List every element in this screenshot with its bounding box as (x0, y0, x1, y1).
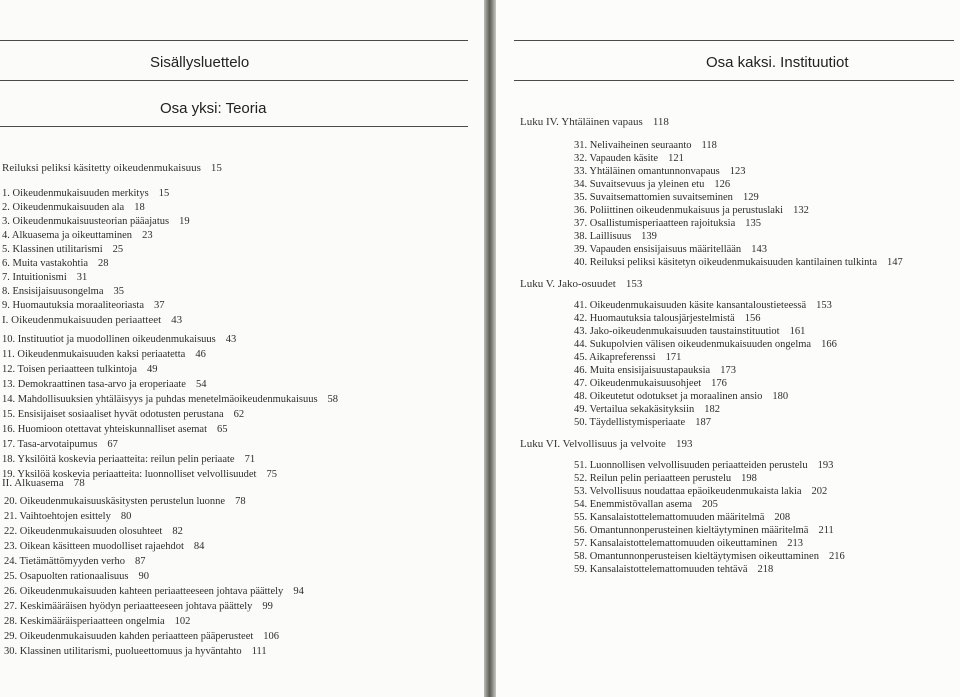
entry-title: 20. Oikeudenmukaisuuskäsitysten perustelun luonne (4, 496, 226, 507)
right-top-rule (514, 40, 954, 41)
entry-title: 59. Kansalaistottelemattomuuden tehtävä (574, 564, 748, 575)
entry-page-number: 75 (266, 469, 277, 480)
entry-page-number: 121 (668, 153, 684, 164)
left-toc-entry (2, 394, 338, 405)
entry-page-number: 187 (695, 417, 711, 428)
entry-title: 7. Intuitionismi (2, 272, 67, 283)
entry-page-number: 87 (135, 556, 146, 567)
entry-title: 37. Osallistumisperiaatteen rajoituksia (574, 218, 736, 229)
right-toc-entry (574, 352, 681, 363)
left-toc-entry (2, 286, 124, 297)
entry-page-number: 62 (233, 409, 245, 420)
entry-title: 16. Huomioon otettavat yhteiskunnalliset asemat (2, 424, 208, 435)
entry-title: Luku VI. Velvollisuus ja velvoite (520, 438, 666, 450)
entry-title: II. Alkuasema (2, 477, 64, 489)
entry-page-number: 46 (195, 349, 206, 360)
entry-title: 48. Oikeutetut odotukset ja moraalinen ansio (574, 391, 763, 402)
entry-page-number: 78 (235, 496, 246, 507)
entry-page-number: 82 (172, 526, 183, 537)
entry-title: 18. Yksilöitä koskevia periaatteita: reilun pelin periaate (2, 454, 235, 465)
entry-title: 57. Kansalaistottelemattomuuden oikeuttaminen (574, 538, 778, 549)
top-rule (0, 40, 468, 41)
entry-title: 23. Oikean käsitteen muodolliset rajaehdot (4, 541, 184, 552)
right-toc-entry (574, 218, 761, 229)
entry-title: 13. Demokraattinen tasa-arvo ja eroperiaate (2, 379, 186, 390)
entry-title: 28. Keskimääräisperiaatteen ongelmia (4, 616, 165, 627)
left-toc-entry (2, 477, 85, 489)
entry-page-number: 31 (76, 272, 88, 283)
right-toc-entry (574, 231, 657, 242)
left-toc-entry (2, 349, 206, 360)
entry-page-number: 216 (828, 551, 845, 562)
entry-page-number: 123 (729, 166, 746, 177)
entry-title: 27. Keskimääräisen hyödyn periaatteeseen johtava päättely (4, 601, 253, 612)
entry-title: 46. Muita ensisijaisuustapauksia (574, 365, 711, 376)
left-toc-entry (2, 258, 109, 269)
entry-title: 50. Täydellistymisperiaate (574, 417, 686, 428)
entry-title: 54. Enemmistövallan asema (574, 499, 693, 510)
entry-title: 11. Oikeudenmukaisuuden kaksi periaatetta (2, 349, 186, 360)
entry-title: I. Oikeudenmukaisuuden periaatteet (2, 314, 162, 326)
left-toc-entry (2, 409, 244, 420)
right-toc-entry (574, 551, 845, 562)
left-toc-entry (2, 244, 123, 255)
entry-title: 12. Toisen periaatteen tulkintoja (2, 364, 137, 375)
left-toc-entry (4, 541, 204, 552)
entry-page-number: 102 (174, 616, 191, 627)
right-toc-entry (574, 179, 730, 190)
title-rule (0, 80, 468, 81)
entry-page-number: 111 (251, 646, 267, 657)
part-two-title: Osa kaksi. Instituutiot (706, 54, 849, 71)
entry-page-number: 193 (675, 438, 693, 450)
right-toc-entry (574, 417, 711, 428)
entry-title: 26. Oikeudenmukaisuuden kahteen periaatteeseen johtava päättely (4, 586, 284, 597)
right-toc-entry (574, 205, 809, 216)
entry-page-number: 208 (774, 512, 791, 523)
entry-page-number: 202 (811, 486, 828, 497)
entry-title: 31. Nelivaiheinen seuraanto (574, 140, 692, 151)
right-toc-entry (574, 512, 790, 523)
entry-title: 1. Oikeudenmukaisuuden merkitys (2, 188, 149, 199)
entry-title: 4. Alkuasema ja oikeuttaminen (2, 230, 133, 241)
entry-page-number: 135 (745, 218, 762, 229)
right-toc-entry (574, 244, 767, 255)
right-toc-entry (574, 300, 832, 311)
entry-page-number: 153 (816, 300, 832, 311)
right-toc-entry (574, 525, 834, 536)
left-toc-entry (2, 334, 236, 345)
right-toc-entry (574, 538, 803, 549)
entry-page-number: 173 (720, 365, 736, 376)
entry-page-number: 99 (262, 601, 273, 612)
left-toc-entry (4, 586, 304, 597)
entry-title: 33. Yhtäläinen omantunnonvapaus (574, 166, 720, 177)
left-toc-entry (2, 439, 118, 450)
entry-title: 51. Luonnollisen velvollisuuden periaatteiden perustelu (574, 460, 808, 471)
entry-page-number: 213 (787, 538, 803, 549)
entry-title: Reiluksi peliksi käsitetty oikeudenmukaisuus (2, 162, 201, 174)
entry-title: 58. Omantunnonperusteisen kieltäytymisen oikeuttaminen (574, 551, 819, 562)
entry-title: 45. Aikapreferenssi (574, 352, 656, 363)
entry-page-number: 58 (327, 394, 339, 405)
entry-title: 52. Reilun pelin periaatteen perustelu (574, 473, 732, 484)
entry-page-number: 49 (146, 364, 158, 375)
entry-page-number: 180 (772, 391, 789, 402)
entry-page-number: 182 (704, 404, 720, 415)
entry-page-number: 211 (818, 525, 834, 536)
entry-page-number: 171 (665, 352, 682, 363)
entry-title: 19. Yksilöä koskevia periaatteita: luonnolliset velvollisuudet (2, 469, 257, 480)
entry-page-number: 18 (134, 202, 145, 213)
entry-title: 40. Reiluksi peliksi käsitetyn oikeudenmukaisuuden kantilainen tulkinta (574, 257, 877, 268)
entry-page-number: 218 (757, 564, 774, 575)
right-toc-entry (574, 339, 837, 350)
part-rule (0, 126, 468, 127)
left-toc-entry (2, 314, 182, 326)
left-toc-entry (4, 601, 273, 612)
entry-title: 36. Poliittinen oikeudenmukaisuus ja perustuslaki (574, 205, 784, 216)
entry-title: 41. Oikeudenmukaisuuden käsite kansantaloustieteessä (574, 300, 807, 311)
entry-title: 17. Tasa-arvotaipumus (2, 439, 98, 450)
entry-page-number: 15 (210, 162, 222, 174)
entry-page-number: 80 (120, 511, 132, 522)
left-toc-entry (2, 216, 190, 227)
entry-title: 34. Suvaitsevuus ja yleinen etu (574, 179, 705, 190)
entry-title: 49. Vertailua sekakäsityksiin (574, 404, 695, 415)
left-toc-entry (2, 379, 206, 390)
left-toc-entry (4, 631, 279, 642)
left-toc-entry (4, 526, 183, 537)
entry-page-number: 84 (193, 541, 205, 552)
right-toc-entry (574, 257, 903, 268)
right-toc-entry (574, 166, 745, 177)
entry-page-number: 78 (73, 477, 85, 489)
entry-title: Luku V. Jako-osuudet (520, 278, 616, 290)
left-toc-entry (4, 556, 146, 567)
entry-page-number: 143 (751, 244, 767, 255)
entry-title: 32. Vapauden käsite (574, 153, 659, 164)
entry-title: 2. Oikeudenmukaisuuden ala (2, 202, 125, 213)
right-toc-entry (574, 378, 727, 389)
right-toc-entry (574, 391, 788, 402)
entry-title: 55. Kansalaistottelemattomuuden määritelmä (574, 512, 765, 523)
entry-title: 14. Mahdollisuuksien yhtäläisyys ja puhdas menetelmäoikeudenmukaisuus (2, 394, 318, 405)
entry-title: 35. Suvaitsemattomien suvaitseminen (574, 192, 733, 203)
right-toc-entry (574, 192, 759, 203)
right-toc-entry (520, 278, 642, 290)
entry-page-number: 35 (113, 286, 124, 297)
left-toc-entry (4, 616, 190, 627)
entry-title: 29. Oikeudenmukaisuuden kahden periaatteen pääperusteet (4, 631, 254, 642)
right-toc-entry (574, 140, 717, 151)
entry-page-number: 176 (711, 378, 727, 389)
left-toc-entry (2, 272, 87, 283)
left-toc-entry (2, 454, 255, 465)
entry-title: 53. Velvollisuus noudattaa epäoikeudenmukaista lakia (574, 486, 802, 497)
entry-page-number: 67 (107, 439, 118, 450)
left-toc-entry (2, 230, 153, 241)
left-toc-entry (2, 202, 145, 213)
right-toc-entry (574, 313, 760, 324)
right-toc-entry (574, 326, 805, 337)
entry-title: 38. Laillisuus (574, 231, 632, 242)
left-toc-entry (4, 496, 246, 507)
entry-page-number: 126 (714, 179, 731, 190)
entry-title: 22. Oikeudenmukaisuuden olosuhteet (4, 526, 163, 537)
left-toc-entry (4, 646, 267, 657)
entry-page-number: 43 (171, 314, 183, 326)
entry-title: 47. Oikeudenmukaisuusohjeet (574, 378, 702, 389)
entry-title: 15. Ensisijaiset sosiaaliset hyvät odotusten perustana (2, 409, 224, 420)
entry-page-number: 25 (112, 244, 124, 255)
right-title-rule (514, 80, 954, 81)
entry-page-number: 153 (625, 278, 643, 290)
right-toc-entry (520, 116, 669, 128)
left-toc-entry (2, 300, 165, 311)
entry-page-number: 106 (263, 631, 280, 642)
entry-page-number: 71 (244, 454, 256, 465)
part-one-title: Osa yksi: Teoria (160, 100, 267, 117)
right-toc-entry (574, 365, 736, 376)
entry-page-number: 94 (293, 586, 304, 597)
entry-title: 30. Klassinen utilitarismi, puolueettomuus ja hyväntahto (4, 646, 242, 657)
entry-title: 24. Tietämättömyyden verho (4, 556, 126, 567)
entry-page-number: 15 (158, 188, 170, 199)
right-toc-entry (574, 473, 757, 484)
left-toc-entry (2, 364, 157, 375)
entry-title: 25. Osapuolten rationaalisuus (4, 571, 129, 582)
right-toc-entry (574, 486, 827, 497)
entry-title: 10. Instituutiot ja muodollinen oikeudenmukaisuus (2, 334, 216, 345)
book-gutter (484, 0, 496, 697)
toc-title: Sisällysluettelo (150, 54, 250, 71)
entry-page-number: 129 (742, 192, 759, 203)
entry-page-number: 166 (821, 339, 837, 350)
entry-page-number: 54 (195, 379, 207, 390)
entry-page-number: 65 (217, 424, 228, 435)
entry-title: 21. Vaihtoehtojen esittely (4, 511, 111, 522)
left-toc-entry (2, 188, 169, 199)
entry-page-number: 118 (701, 140, 717, 151)
entry-title: 6. Muita vastakohtia (2, 258, 89, 269)
right-toc-entry (574, 499, 718, 510)
entry-page-number: 19 (179, 216, 190, 227)
left-toc-entry (2, 424, 228, 435)
entry-title: 42. Huomautuksia talousjärjestelmistä (574, 313, 735, 324)
entry-title: 44. Sukupolvien välisen oikeudenmukaisuuden ongelma (574, 339, 812, 350)
entry-page-number: 161 (789, 326, 806, 337)
entry-page-number: 193 (817, 460, 834, 471)
left-toc-entry (4, 511, 131, 522)
entry-page-number: 37 (154, 300, 165, 311)
entry-page-number: 23 (142, 230, 153, 241)
entry-page-number: 198 (741, 473, 757, 484)
entry-page-number: 147 (887, 257, 903, 268)
right-toc-entry (520, 438, 692, 450)
entry-title: 39. Vapauden ensisijaisuus määritellään (574, 244, 742, 255)
right-toc-entry (574, 404, 720, 415)
entry-title: 8. Ensisijaisuusongelma (2, 286, 104, 297)
entry-title: Luku IV. Yhtäläinen vapaus (520, 116, 643, 128)
entry-page-number: 118 (652, 116, 669, 128)
entry-title: 43. Jako-oikeudenmukaisuuden taustainstituutiot (574, 326, 780, 337)
entry-title: 56. Omantunnonperusteinen kieltäytyminen määritelmä (574, 525, 809, 536)
entry-title: 5. Klassinen utilitarismi (2, 244, 103, 255)
entry-page-number: 156 (744, 313, 761, 324)
right-toc-entry (574, 460, 833, 471)
right-page (496, 0, 960, 697)
right-toc-entry (574, 564, 773, 575)
entry-page-number: 139 (641, 231, 657, 242)
entry-page-number: 28 (98, 258, 109, 269)
entry-page-number: 90 (138, 571, 150, 582)
right-toc-entry (574, 153, 684, 164)
entry-page-number: 205 (702, 499, 718, 510)
entry-title: 9. Huomautuksia moraaliteoriasta (2, 300, 145, 311)
entry-page-number: 43 (225, 334, 237, 345)
left-toc-entry (4, 571, 149, 582)
left-toc-entry (2, 162, 222, 174)
entry-page-number: 132 (793, 205, 809, 216)
entry-title: 3. Oikeudenmukaisuusteorian pääajatus (2, 216, 170, 227)
